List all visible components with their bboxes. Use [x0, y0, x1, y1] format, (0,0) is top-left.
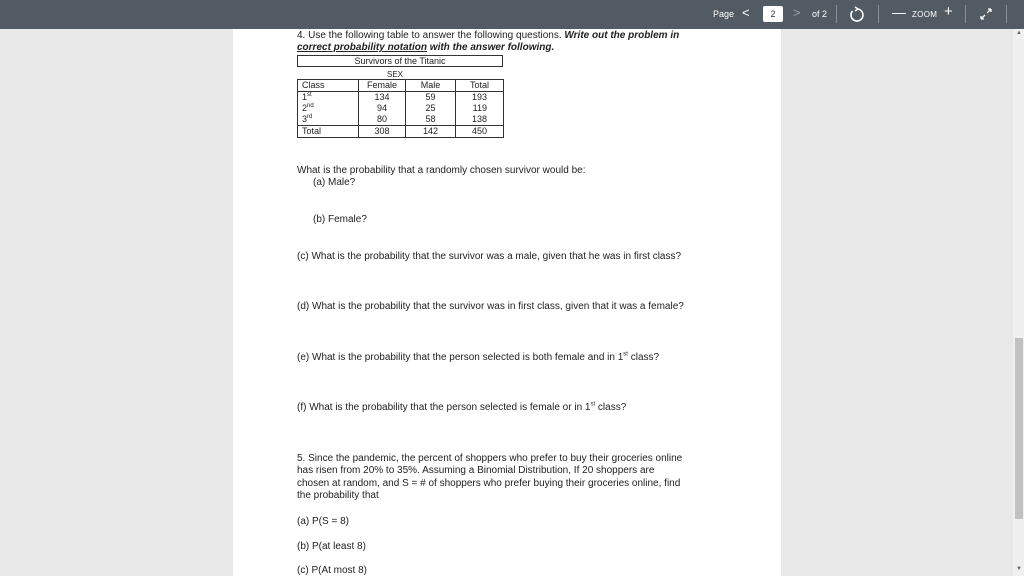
page-number-input[interactable]: 2 — [763, 6, 783, 22]
table-cell: 142 — [406, 126, 456, 138]
table-row-total — [298, 126, 504, 138]
question-f-sup: st — [590, 401, 596, 408]
q4-instructions-line2 — [297, 42, 554, 54]
table-cell: 138 — [456, 114, 504, 126]
table-row — [298, 103, 504, 114]
question-d: (d) What is the probability that the survivor was in first class, given that it was a female? — [297, 301, 684, 312]
table-cell: 59 — [406, 92, 456, 104]
toolbar-divider — [836, 5, 837, 23]
page-label: Page — [713, 9, 735, 19]
question-f — [297, 402, 626, 414]
table-cell: 25 — [406, 103, 456, 114]
table-cell: 58 — [406, 114, 456, 126]
toolbar-divider — [965, 5, 966, 23]
q5-line: the probability that — [297, 490, 379, 501]
question-c: (c) What is the probability that the survivor was a male, given that he was in first class? — [297, 251, 682, 262]
table-cell-class: Total — [298, 126, 359, 138]
question-e-tail: class? — [627, 352, 660, 363]
table-cell: 119 — [456, 103, 504, 114]
class-suffix: rd — [307, 114, 313, 120]
scroll-down-icon[interactable]: ▼ — [1016, 566, 1022, 572]
toolbar-divider — [1006, 5, 1007, 23]
table-cell-class — [298, 114, 359, 126]
q5-line: chosen at random, and S = # of shoppers who prefer buying their groceries online, find — [297, 478, 681, 489]
pdf-page — [233, 29, 781, 576]
table-title: Survivors of the Titanic — [297, 55, 503, 67]
probability-intro: What is the probability that a randomly chosen survivor would be: — [297, 165, 586, 176]
table-row — [298, 114, 504, 126]
question-e — [297, 352, 659, 364]
q5-line: 5. Since the pandemic, the percent of shoppers who prefer to buy their groceries online — [297, 453, 683, 464]
question-f-tail: class? — [595, 402, 627, 413]
question-5c: (c) P(At most 8) — [297, 565, 368, 576]
table-header: Female — [359, 80, 406, 92]
chevron-right-icon[interactable]: > — [793, 5, 801, 20]
table-cell: 94 — [359, 103, 406, 114]
table-header: Class — [298, 80, 359, 92]
table-cell: 193 — [456, 92, 504, 104]
pdf-toolbar — [0, 0, 1024, 29]
question-5a: (a) P(S = 8) — [297, 516, 349, 527]
table-group-label: SEX — [387, 70, 404, 79]
question-b: (b) Female? — [313, 214, 367, 225]
table-cell: 308 — [359, 126, 406, 138]
table-cell-class — [298, 103, 359, 114]
vertical-scrollbar[interactable] — [1013, 29, 1024, 576]
question-e-text: (e) What is the probability that the person selected is both female and in 1 — [297, 352, 624, 363]
rotate-icon[interactable] — [849, 5, 865, 23]
toolbar-divider — [878, 5, 879, 23]
table-header: Male — [406, 80, 456, 92]
scrollbar-thumb[interactable] — [1015, 338, 1023, 519]
question-a: (a) Male? — [313, 177, 356, 188]
q4-plain-text: 4. Use the following table to answer the following questions. — [297, 30, 565, 41]
table-header-row — [298, 80, 504, 92]
scroll-up-icon[interactable]: ▲ — [1016, 30, 1022, 36]
class-number: 1 — [302, 92, 308, 102]
q5-line: has risen from 20% to 35%. Assuming a Binomial Distribution, If 20 shoppers are — [297, 465, 655, 476]
class-number: 2 — [302, 103, 308, 113]
table-cell: 134 — [359, 92, 406, 104]
question-f-text: (f) What is the probability that the person selected is female or in 1 — [297, 402, 591, 413]
table-header: Total — [456, 80, 504, 92]
q4-rest-text: with the answer following. — [427, 42, 555, 53]
zoom-label: ZOOM — [912, 10, 938, 19]
zoom-in-icon[interactable]: + — [944, 3, 953, 20]
class-suffix: st — [307, 92, 312, 98]
table-cell: 450 — [456, 126, 504, 138]
survivors-table — [297, 79, 504, 138]
table-cell: 80 — [359, 114, 406, 126]
page-count-label: of 2 — [812, 9, 828, 19]
class-number: 3 — [302, 114, 308, 124]
zoom-out-icon[interactable]: — — [892, 4, 906, 20]
q4-underlined-text: correct probability notation — [297, 42, 428, 53]
document-viewer[interactable] — [0, 29, 1024, 576]
question-e-sup: st — [623, 351, 628, 358]
class-suffix: nd — [307, 103, 314, 109]
q4-instructions-line1 — [297, 30, 679, 42]
fit-page-icon[interactable] — [978, 6, 994, 22]
table-row — [298, 92, 504, 104]
question-5b: (b) P(at least 8) — [297, 541, 366, 552]
table-cell-class — [298, 92, 359, 104]
chevron-left-icon[interactable]: < — [742, 5, 750, 20]
q4-emphasis-text: Write out the problem in — [564, 30, 680, 41]
